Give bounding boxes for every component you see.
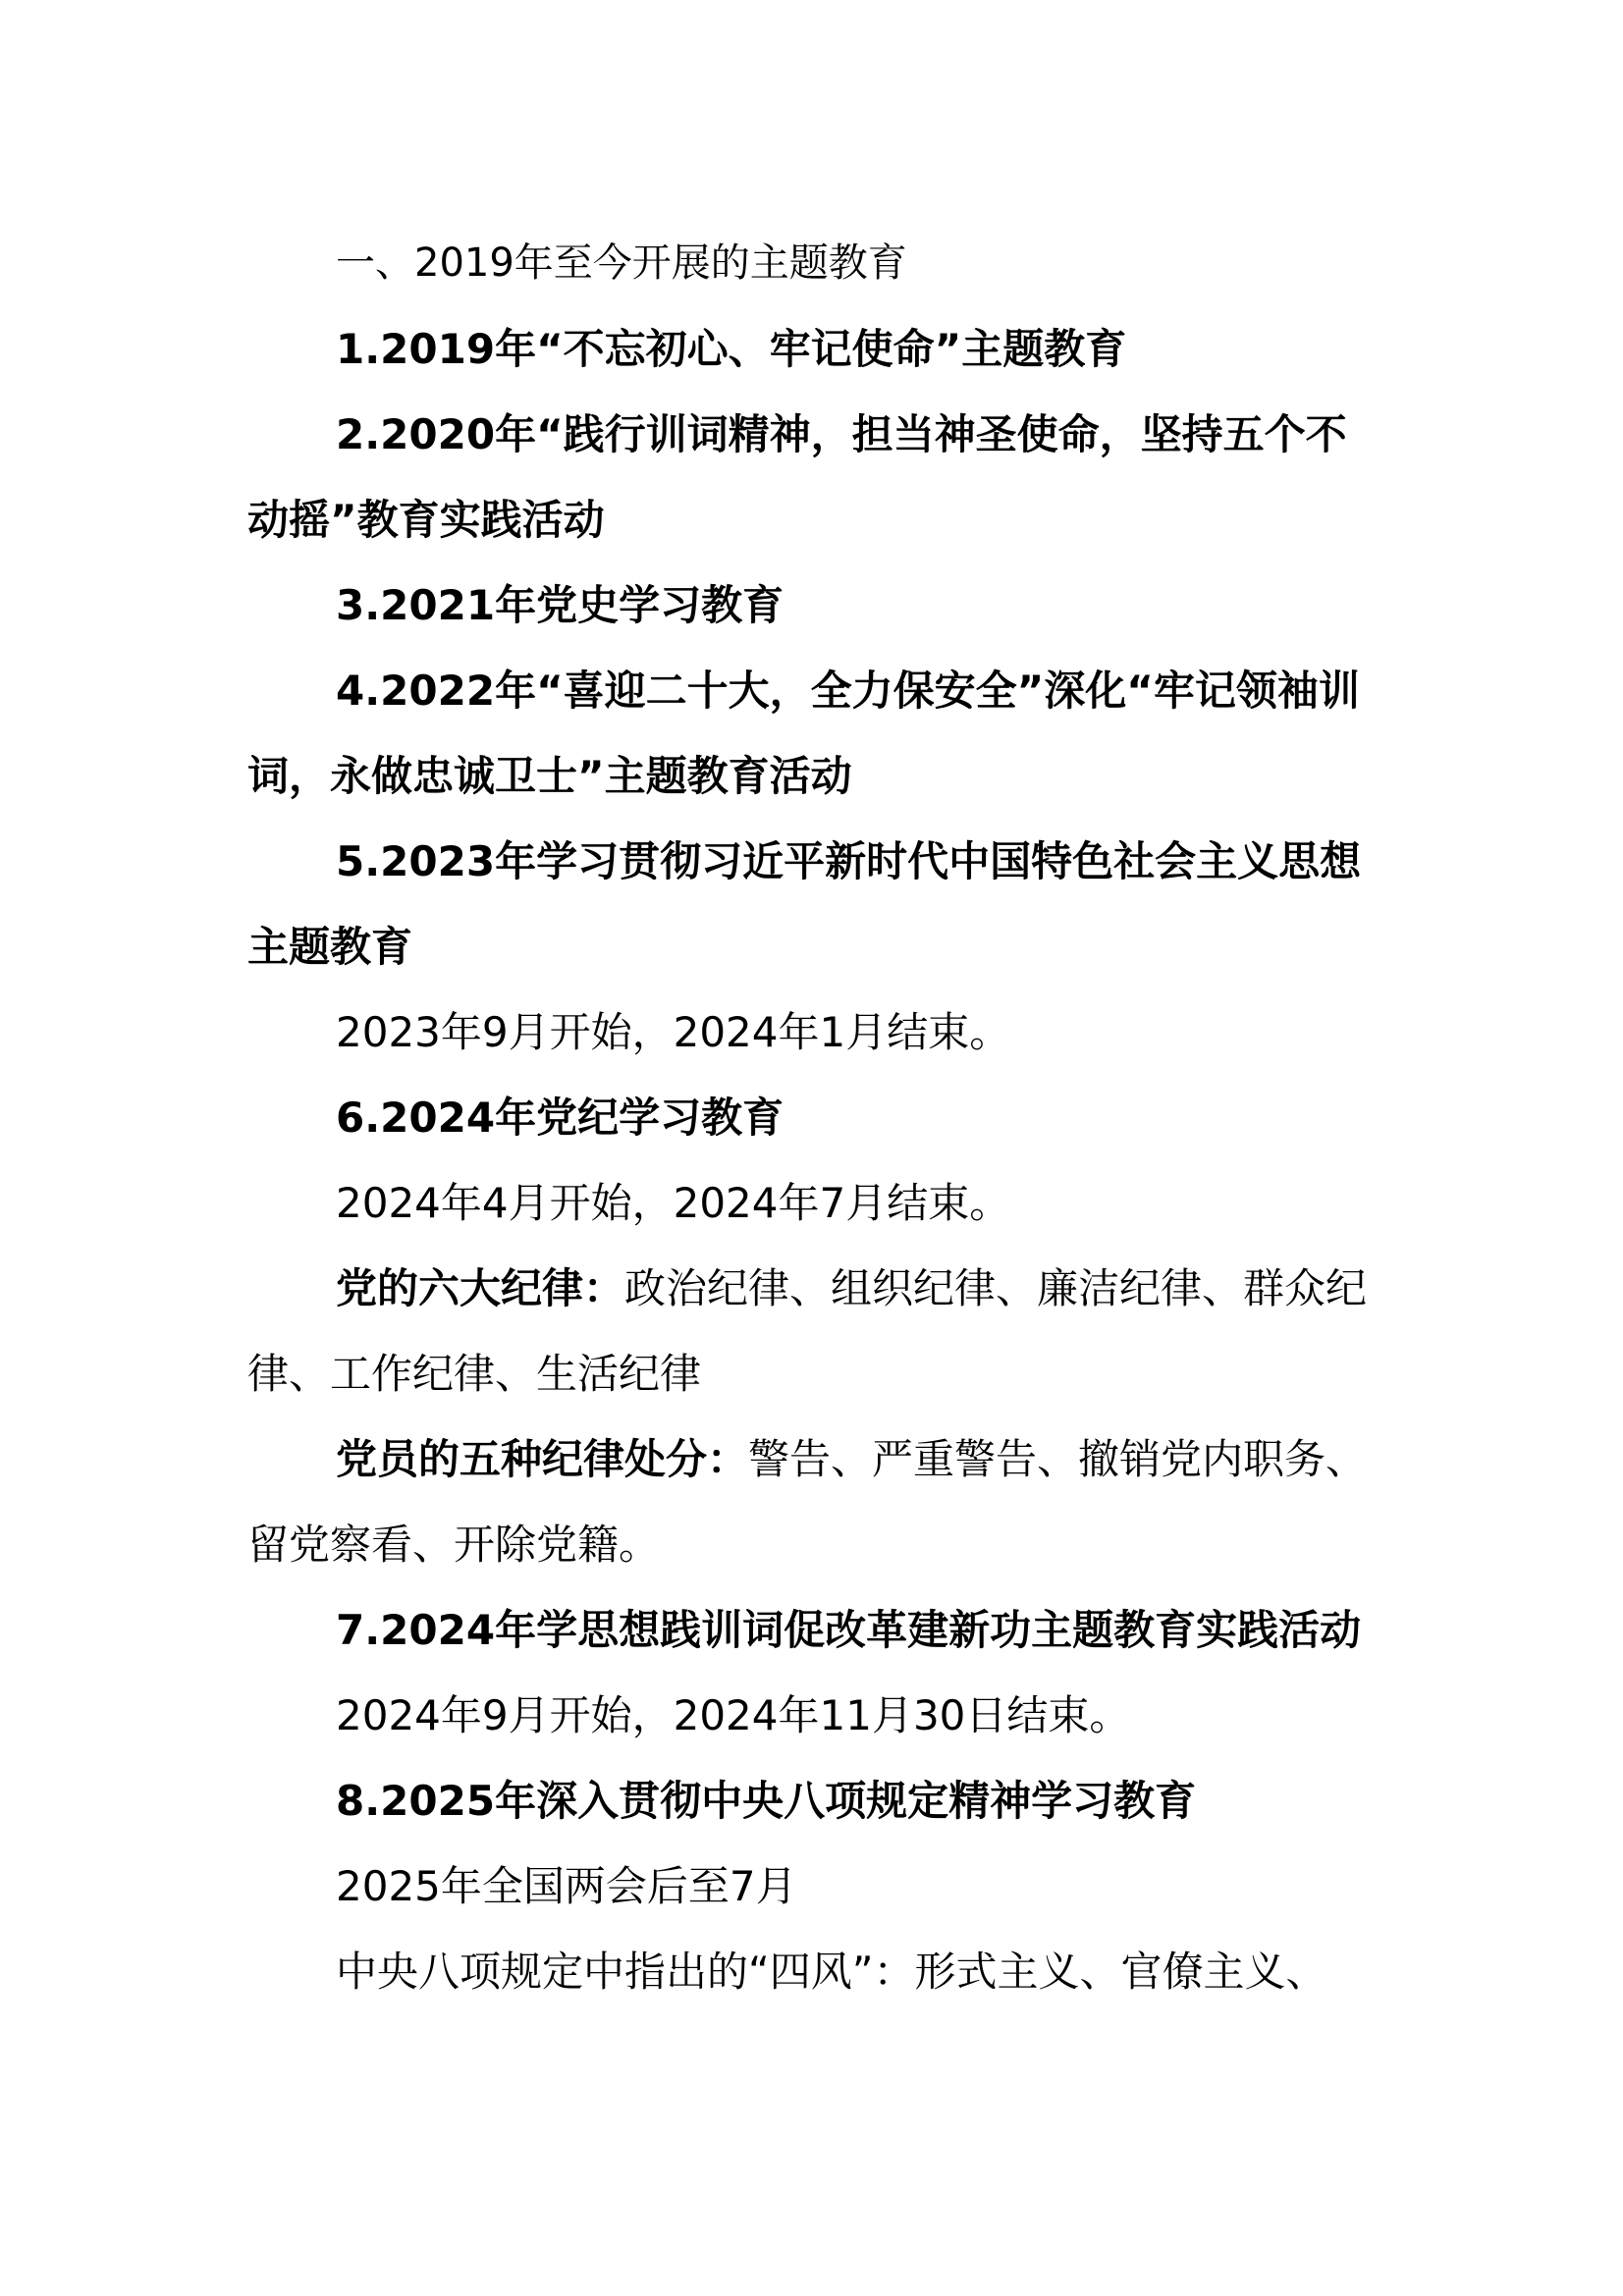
five-punishments-label: 党员的五种纪律处分： <box>336 1435 749 1483</box>
list-item-7: 7.2024年学思想践训词促改革建新功主题教育实践活动 <box>336 1606 1362 1654</box>
document-body <box>247 221 1386 2014</box>
section-heading: 一、2019年至今开展的主题教育 <box>336 240 907 286</box>
five-punishments-text: 警告、严重警告、撤销党内职务、留党察看、开除党籍。 <box>247 1435 1368 1569</box>
six-disciplines-paragraph <box>247 1246 1386 1416</box>
list-item-5-date: 2023年9月开始，2024年1月结束。 <box>336 1008 1011 1056</box>
list-item-8-date: 2025年全国两会后至7月 <box>336 1862 797 1910</box>
list-item-4: 4.2022年“喜迎二十大，全力保安全”深化“牢记领袖训词，永做忠诚卫士”主题教育活动 <box>247 667 1360 800</box>
list-item-8: 8.2025年深入贯彻中央八项规定精神学习教育 <box>336 1777 1197 1825</box>
list-item-2: 2.2020年“践行训词精神，担当神圣使命，坚持五个不动摇”教育实践活动 <box>247 410 1347 544</box>
six-disciplines-label: 党的六大纪律： <box>336 1264 625 1312</box>
six-disciplines-text: 政治纪律、组织纪律、廉洁纪律、群众纪律、工作纪律、生活纪律 <box>247 1264 1368 1398</box>
list-item-3: 3.2021年党史学习教育 <box>336 581 784 629</box>
five-punishments-paragraph <box>247 1416 1386 1587</box>
list-item-7-date: 2024年9月开始，2024年11月30日结束。 <box>336 1691 1131 1739</box>
four-winds-paragraph: 中央八项规定中指出的“四风”：形式主义、官僚主义、 <box>336 1948 1327 1996</box>
list-item-6: 6.2024年党纪学习教育 <box>336 1094 784 1142</box>
list-item-6-date: 2024年4月开始，2024年7月结束。 <box>336 1179 1011 1227</box>
list-item-5: 5.2023年学习贯彻习近平新时代中国特色社会主义思想主题教育 <box>247 837 1362 971</box>
list-item-1: 1.2019年“不忘初心、牢记使命”主题教育 <box>336 325 1127 373</box>
